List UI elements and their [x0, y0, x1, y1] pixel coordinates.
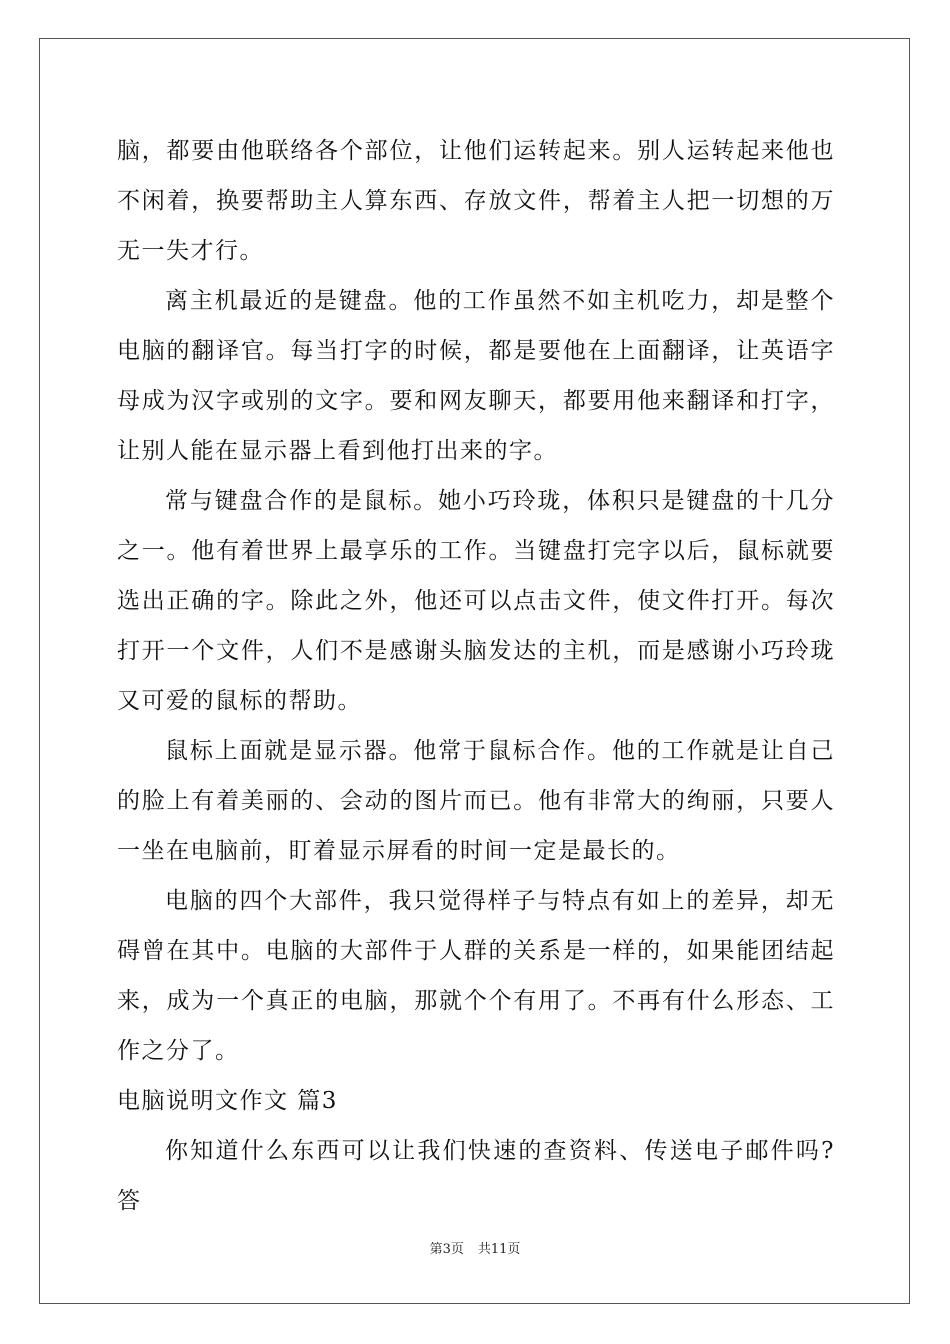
page-footer — [0, 1238, 950, 1257]
paragraph-4: 鼠标上面就是显示器。他常于鼠标合作。他的工作就是让自己的脸上有着美丽的、会动的图片而已。他有非常大的绚丽，只要人一坐在电脑前，盯着显示屏看的时间一定是最长的。 — [117, 738, 835, 864]
document-body — [117, 126, 835, 1226]
paragraph-5: 电脑的四个大部件，我只觉得样子与特点有如上的差异，却无碍曾在其中。电脑的大部件于人群的关系是一样的，如果能团结起来，成为一个真正的电脑，那就个个有用了。不再有什么形态、工作之分了。 — [117, 888, 835, 1064]
page-total: 共11页 — [477, 1242, 521, 1257]
paragraph-1: 脑，都要由他联络各个部位，让他们运转起来。别人运转起来他也不闲着，换要帮助主人算东西、存放文件，帮着主人把一切想的万无一失才行。 — [117, 138, 835, 264]
paragraph-3: 常与键盘合作的是鼠标。她小巧玲珑，体积只是键盘的十几分之一。他有着世界上最享乐的工作。当键盘打完字以后，鼠标就要选出正确的字。除此之外，他还可以点击文件，使文件打开。每次打开一个文件，人们不是感谢头脑发达的主机，而是感谢小巧玲珑又可爱的鼠标的帮助。 — [117, 488, 835, 714]
section-heading: 电脑说明文作文 篇3 — [117, 1088, 338, 1114]
page-number: 第3页 — [429, 1242, 464, 1257]
paragraph-2: 离主机最近的是键盘。他的工作虽然不如主机吃力，却是整个电脑的翻译官。每当打字的时候，都是要他在上面翻译，让英语字母成为汉字或别的文字。要和网友聊天，都要用他来翻译和打字，让别人能在显示器上看到他打出来的字。 — [117, 288, 835, 464]
paragraph-6: 你知道什么东西可以让我们快速的查资料、传送电子邮件吗?答 — [117, 1138, 835, 1214]
